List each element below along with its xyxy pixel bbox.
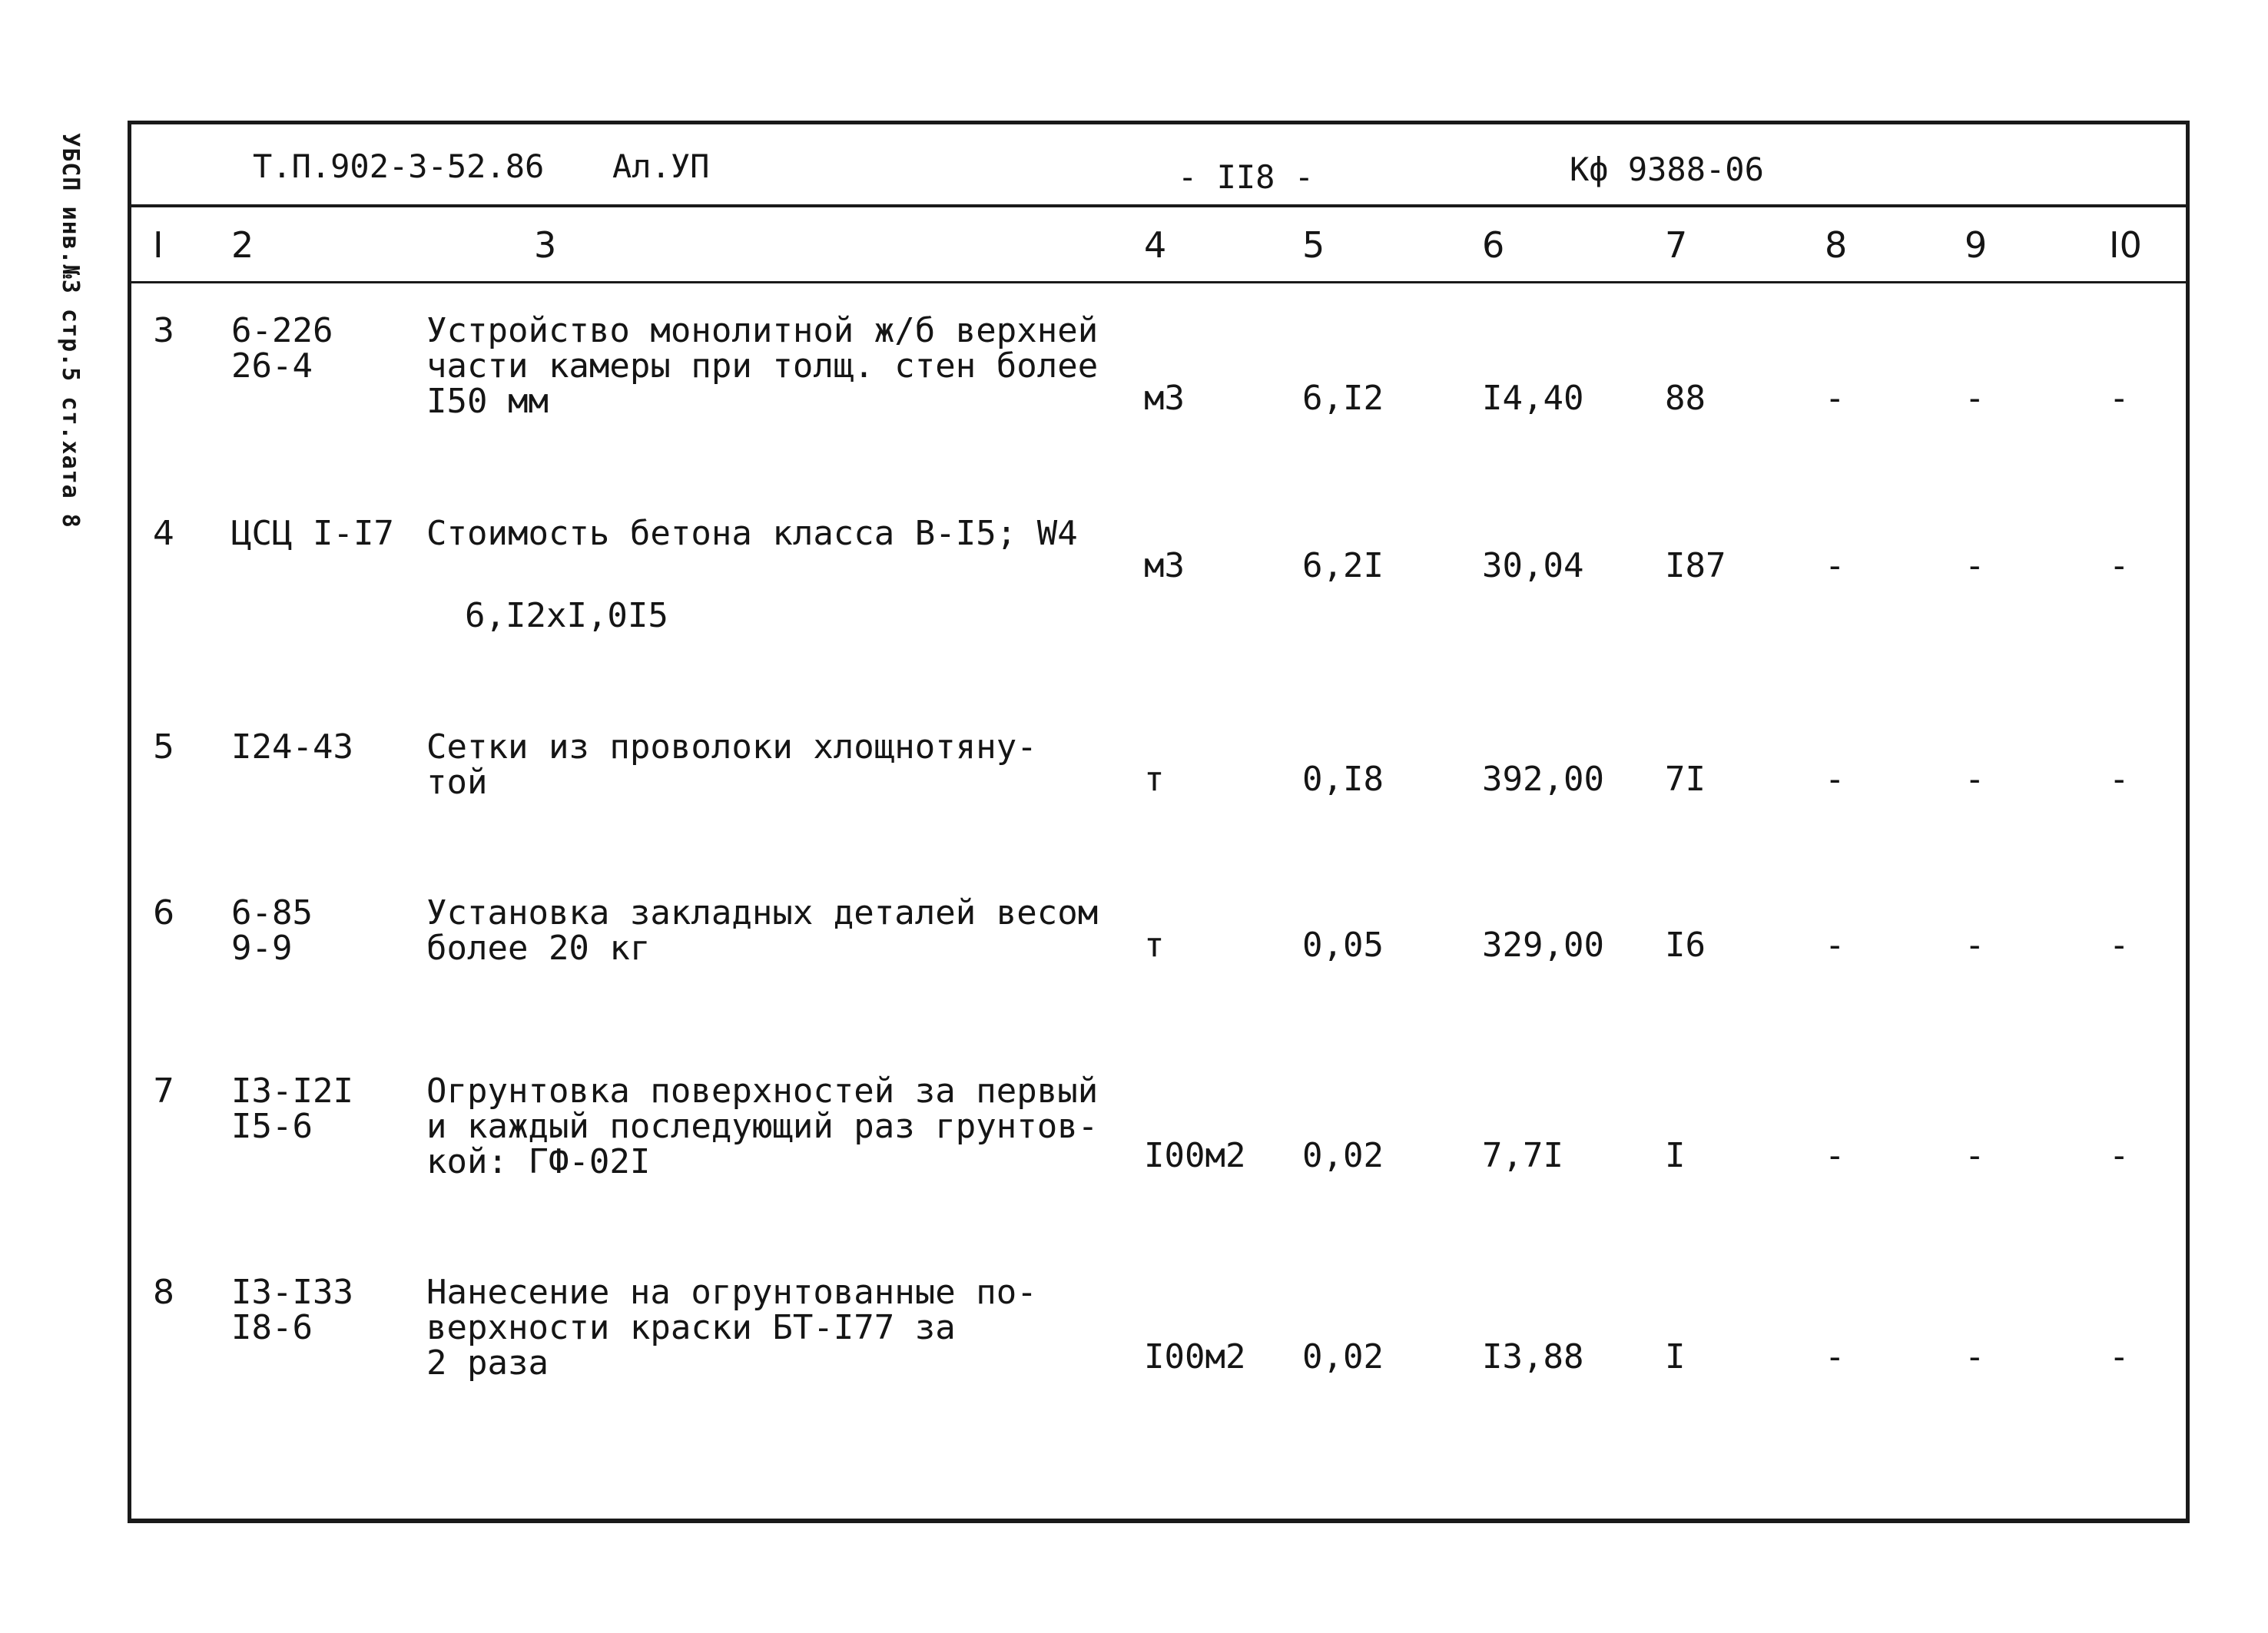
album-number: Ал.УП	[612, 147, 710, 185]
unit: I00м2	[1144, 1136, 1246, 1175]
unit-price: 30,04	[1482, 546, 1584, 585]
col10-value: -	[2109, 1136, 2130, 1175]
col9-value: -	[1965, 1337, 1985, 1376]
row-number: 5	[153, 727, 174, 767]
norm-code: I3-I2I I5-6	[231, 1072, 353, 1146]
work-description: Стоимость бетона класса В-I5; W4	[426, 514, 1078, 553]
column-header: I0	[2109, 224, 2142, 266]
doc-code: Т.П.902-3-52.86	[253, 147, 545, 185]
unit-price: 7,7I	[1482, 1136, 1563, 1175]
work-description: Устройство монолитной ж/б верхней части камеры при толщ. стен более I50 мм	[426, 311, 1099, 421]
column-header: 6	[1482, 224, 1505, 266]
column-header: 8	[1825, 224, 1848, 266]
work-description: Нанесение на огрунтованные по- верхности краски БТ-I77 за 2 раза	[426, 1273, 1037, 1383]
col9-value: -	[1965, 926, 1985, 965]
work-description: Огрунтовка поверхностей за первый и каждый последующий раз грунтов- кой: ГФ-02I	[426, 1072, 1099, 1181]
col8-value: -	[1825, 1337, 1845, 1376]
unit-price: I4,40	[1482, 379, 1584, 418]
col8-value: -	[1825, 1136, 1845, 1175]
work-description: Сетки из проволоки хлощнотяну- той	[426, 727, 1037, 802]
total-cost: I6	[1665, 926, 1706, 965]
col9-value: -	[1965, 1136, 1985, 1175]
unit: I00м2	[1144, 1337, 1246, 1376]
col10-value: -	[2109, 379, 2130, 418]
col10-value: -	[2109, 760, 2130, 799]
column-header: 3	[534, 224, 557, 266]
row-number: 3	[153, 311, 174, 350]
quantity: 6,I2	[1302, 379, 1384, 418]
row-number: 6	[153, 893, 174, 932]
column-header-row	[131, 207, 2186, 283]
work-description: Установка закладных деталей весом более 20 кг	[426, 893, 1099, 968]
unit-price: 392,00	[1482, 760, 1604, 799]
unit: м3	[1144, 546, 1185, 585]
col10-value: -	[2109, 546, 2130, 585]
col8-value: -	[1825, 546, 1845, 585]
norm-code: 6-85 9-9	[231, 893, 313, 968]
column-header: 5	[1302, 224, 1325, 266]
kf-code: Кф 9388-06	[1570, 151, 1764, 188]
norm-code: 6-226 26-4	[231, 311, 333, 386]
col8-value: -	[1825, 760, 1845, 799]
margin-stamp-text: УБСП инв.№3 стр.5 ст.хата 8	[56, 132, 84, 528]
unit-price: I3,88	[1482, 1337, 1584, 1376]
col8-value: -	[1825, 926, 1845, 965]
quantity: 0,05	[1302, 926, 1384, 965]
unit: т	[1144, 760, 1165, 799]
quantity: 0,02	[1302, 1136, 1384, 1175]
norm-code: I24-43	[231, 727, 353, 767]
margin-stamp	[43, 131, 97, 530]
total-cost: I	[1665, 1337, 1686, 1376]
total-cost: 7I	[1665, 760, 1706, 799]
quantity: 0,02	[1302, 1337, 1384, 1376]
quantity-formula: 6,I2xI,0I5	[465, 596, 668, 635]
total-cost: I	[1665, 1136, 1686, 1175]
total-cost: I87	[1665, 546, 1726, 585]
unit: т	[1144, 926, 1165, 965]
total-cost: 88	[1665, 379, 1706, 418]
column-header: 9	[1965, 224, 1988, 266]
col10-value: -	[2109, 926, 2130, 965]
column-header: I	[153, 224, 164, 266]
column-header: 2	[231, 224, 254, 266]
unit-price: 329,00	[1482, 926, 1604, 965]
document-frame	[128, 121, 2190, 1523]
norm-code: ЦСЦ I-I7	[231, 514, 394, 553]
quantity: 6,2I	[1302, 546, 1384, 585]
row-number: 8	[153, 1273, 174, 1312]
unit: м3	[1144, 379, 1185, 418]
page-number: - II8 -	[1178, 158, 1315, 196]
col9-value: -	[1965, 379, 1985, 418]
quantity: 0,I8	[1302, 760, 1384, 799]
column-header: 4	[1144, 224, 1167, 266]
col10-value: -	[2109, 1337, 2130, 1376]
col8-value: -	[1825, 379, 1845, 418]
column-header: 7	[1665, 224, 1688, 266]
norm-code: I3-I33 I8-6	[231, 1273, 353, 1347]
title-bar	[131, 124, 2186, 207]
col9-value: -	[1965, 546, 1985, 585]
row-number: 4	[153, 514, 174, 553]
row-number: 7	[153, 1072, 174, 1111]
col9-value: -	[1965, 760, 1985, 799]
